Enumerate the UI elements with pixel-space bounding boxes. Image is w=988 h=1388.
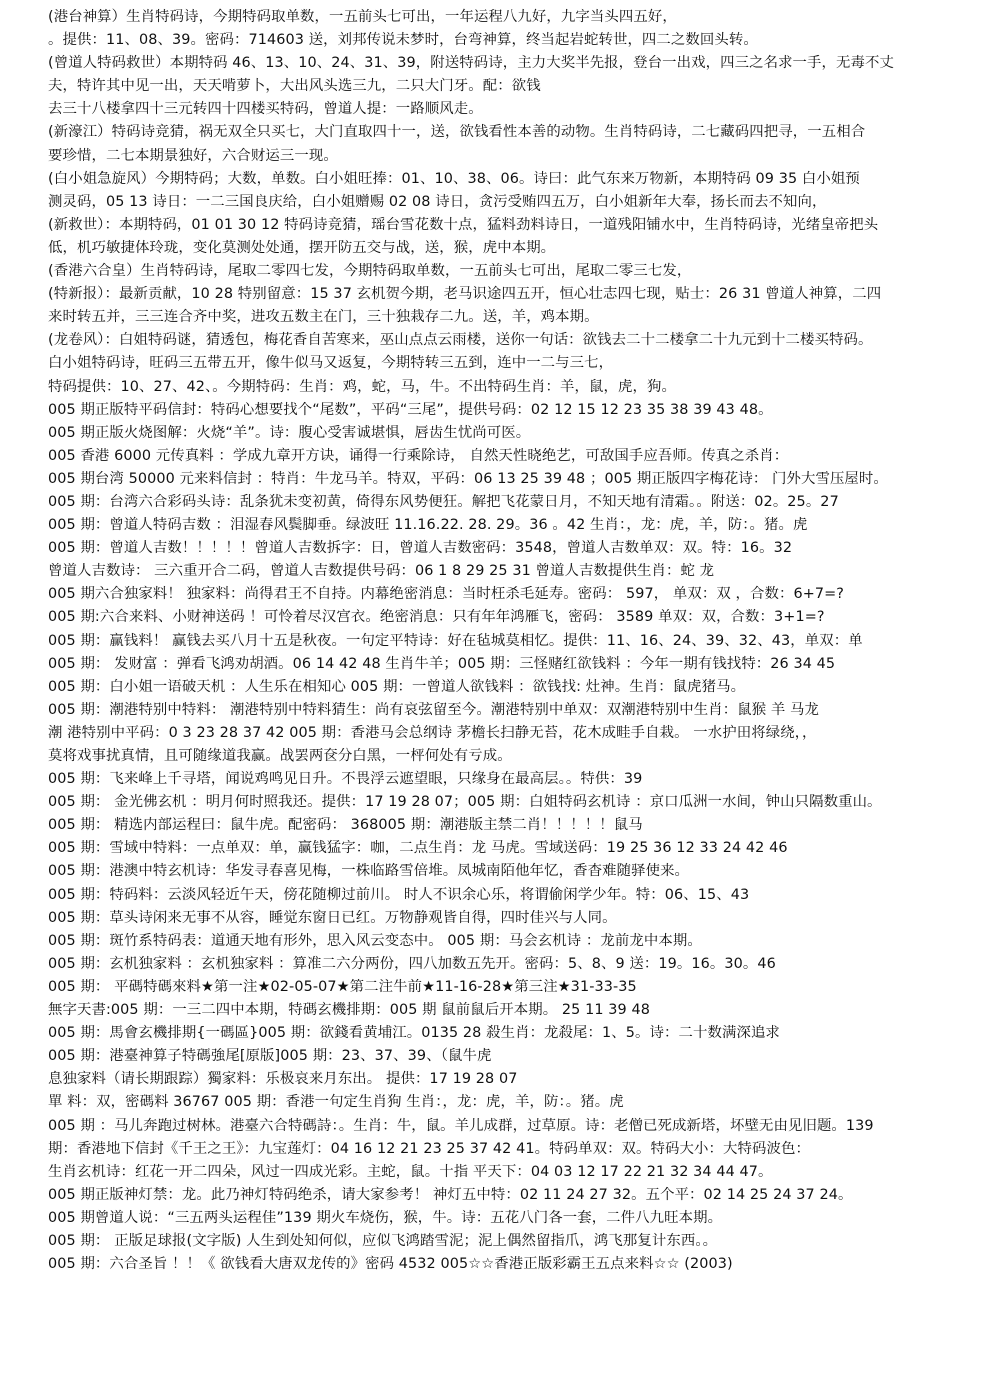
text-line: 005 期：草头诗闲来无事不从容，睡觉东窗日已红。万物静观皆自得，四时佳兴与人同。: [48, 909, 617, 926]
text-line: 白小姐特码诗，旺码三五带五开，像牛似马又返复，今期特转三五到，连中一二与三七，: [48, 355, 614, 372]
text-line: 005 期： 金光佛玄机 ：明月何时照我还。提供：17 19 28 07；005 期：白姐特码玄机诗 ：京口瓜洲一水间，钟山只隔数重山。: [48, 794, 882, 811]
text-line: (新濠江）特码诗竞猜，祸无双全只买七，大门直取四十一，送，欲钱看性本善的动物。生肖特码诗，二七藏码四把寻，一五相合: [48, 124, 866, 141]
text-line: 生肖玄机诗：红花一开二四朵，风过一四成光彩。主蛇，鼠。十指 平天下：04 03 12 17 22 21 32 34 44 47。: [48, 1163, 773, 1180]
text-line: 潮 港特别中平码：0 3 23 28 37 42 005 期：香港马会总纲诗 茅檐长扫静无苔，花木成畦手自栽。 一水护田将绿绕，，: [48, 724, 817, 741]
text-line: 005 期：特码料：云淡风轻近午天，傍花随柳过前川。 时人不识余心乐，将谓偷闲学少年。特：06、15、43: [48, 886, 750, 903]
text-line: 要珍惜，二七本期景独好，六合财运三一现。: [48, 147, 338, 164]
text-line: 005 期：飞来峰上千寻塔，闻说鸡鸣见日升。不畏浮云遮望眼，只缘身在最高层。。特供：39: [48, 771, 643, 788]
text-line: 005 期台湾 50000 元来料信封 ：特肖：牛龙马羊。特双，平码：06 13 25 39 48 ；005 期正版四字梅花诗： 门外大雪压屋时。: [48, 470, 888, 487]
text-line: 005 期正版特平码信封：特码心想要找个“尾数”，平码“三尾”，提供号码：02 12 15 12 23 35 38 39 43 48。: [48, 401, 773, 418]
text-line: (新救世）：本期特码，01 01 30 12 特码诗竞猜，瑶台雪花数十点，猛料劲料诗日，一道残阳铺水中，生肖特码诗，光绪皇帝把头: [48, 216, 879, 233]
text-line: 005 期：港澳中特玄机诗：华发寻春喜见梅，一株临路雪倍堆。凤城南陌他年忆，香杳难随驿使来。: [48, 863, 690, 880]
text-line: [48, 1276, 958, 1299]
text-line: 005 期： 平碼特碼來料★第一注★02-05-07★第二注牛前★11-16-28★第三注★31-33-35: [48, 978, 637, 995]
text-line: (白小姐急旋风）今期特码；大数，单数。白小姐旺捧：01、10、38、06。诗曰：此气东来万物新，本期特码 09 35 白小姐预: [48, 170, 860, 187]
text-line: 005 期：六合圣旨 ！！《 欲钱看大唐双龙传的》密码 4532 005☆☆香港正版彩霸王五点来料☆☆ (2003): [48, 1256, 733, 1273]
text-line: 莫将戏事扰真情，且可随缘道我赢。战罢两奁分白黑，一枰何处有亏成。: [48, 748, 512, 764]
text-line: (特新报）：最新贡献，10 28 特别留意：15 37 玄机贺今期，老马识途四五开，恒心壮志四七现，贴士：26 31 曾道人神算，二四: [48, 286, 882, 303]
text-line: 005 期： 发财富 ：弹看飞鸿劝胡酒。06 14 42 48 生肖牛羊；005 期：三怪赌红欲钱料 ：今年一期有钱找特：26 34 45: [48, 655, 836, 672]
text-line: 。提供：11、08、39。密码：714603 送，刘邦传说未梦时，台弯神算，终当起岩蛇转世，四二之数回头转。: [48, 32, 758, 49]
text-line: [48, 1345, 958, 1368]
text-line: 期：香港地下信封《千王之王》：九宝莲灯：04 16 12 21 23 25 37 42 41。特码单双：双。特码大小：大特码波色：: [48, 1140, 810, 1157]
text-line: 息独家料（请长期跟踪）獨家料：乐极哀来月东出。 提供：17 19 28 07: [48, 1071, 518, 1088]
text-line: 005 期正版火烧图解：火烧“羊”。诗：腹心受害诚堪惧，唇齿生忧尚可医。: [48, 424, 531, 441]
text-line: 夫，特许其中见一出，天天啃萝卜，大出风头选三九，二只大门牙。配：欲钱: [48, 78, 541, 95]
text-line: [48, 1322, 958, 1345]
text-line: (香港六合皇）生肖特码诗，尾取二零四七发，今期特码取单数，一五前头七可出，尾取二零三七发，: [48, 263, 692, 280]
text-line: 005 期：馬會玄機排期{一碼區}005 期：欲錢看黄埔江。0135 28 殺生肖：龙殺尾：1、5。诗：二十数满深追求: [48, 1025, 780, 1042]
text-line: 005 期：赢钱料！ 赢钱去买八月十五是秋夜。一句定平特诗：好在毡城莫相忆。提供：11、16、24、39、32、43，单双：单: [48, 632, 863, 649]
text-line: 005 期：雪域中特料：一点单双：单，赢钱猛字：咖，二点生肖：龙 马虎。雪域送码：19 25 36 12 33 24 42 46: [48, 840, 788, 857]
text-line: (龙卷风）：白姐特码谜，猜透包，梅花香自苦寒来，巫山点点云雨楼，送你一句话：欲钱去二十二楼拿二十九元到十二楼买特码。: [48, 332, 873, 349]
text-line: 005 期：玄机独家料 ：玄机独家料 ：算准二六分两份，四八加数五先开。密码：5、8、9 送：19。16。30。46: [48, 955, 776, 972]
text-line: 005 期：白小姐一语破天机 ：人生乐在相知心 005 期：一曾道人欲钱料 ：欲钱找: 灶神。生肖：鼠虎猪马。: [48, 678, 746, 695]
text-line: 来时转五并，三三连合齐中奖，进攻五数主在门，三十独栽存二九。送，羊，鸡本期。: [48, 309, 599, 326]
text-line: 005 期正版神灯禁：龙。此乃神灯特码绝杀，请大家参考！ 神灯五中特：02 11 24 27 32。五个平：02 14 25 24 37 24。: [48, 1186, 853, 1203]
text-line: (曾道人特码救世）本期特码 46、13、10、24、31、39，附送特码诗，主力大奖半先报，登台一出戏，四三之名求一手，无毒不丈: [48, 55, 894, 72]
text-line: 005 期：潮港特别中特料： 潮港特别中特料猜生：尚有哀弦留至今。潮港特别中单双：双潮港特别中生肖：鼠猴 羊 马龙: [48, 701, 819, 718]
text-line: 005 期：曾道人特码吉数 ：泪湿春风鬓脚垂。绿波旺 11.16.22. 28. 29。36 。42 生肖：，龙：虎，羊，防：。猪。虎: [48, 517, 808, 534]
text-line: 特码提供：10、27、42、。今期特码：生肖：鸡，蛇，马，牛。不出特码生肖：羊，鼠，虎，狗。: [48, 378, 676, 395]
text-line: 005 期： 正版足球报(文字版) 人生到处知何似，应似飞鸿踏雪泥；泥上偶然留指爪，鸿飞那复计东西。。: [48, 1232, 718, 1249]
text-line: 测灵码，05 13 诗日：一二三国良庆给，白小姐赠赐 02 08 诗日，贪污受贿四五万，白小姐新年大奉，扬长而去不知向，: [48, 193, 827, 210]
text-line: 005 期：斑竹系特码表：道通天地有形外，思入风云变态中。 005 期：马会玄机诗 ：龙前龙中本期。: [48, 932, 702, 949]
text-line: 005 期：台湾六合彩码头诗：乱条犹未变初黄，倚得东风势便狂。解把飞花蒙日月，不知天地有清霜。。附送：02。25。27: [48, 493, 839, 510]
text-line: 005 期：曾道人吉数！！！！！曾道人吉数拆字：日，曾道人吉数密码：3548，曾道人吉数单双：双。特：16。32: [48, 540, 793, 557]
text-line: (港台神算）生肖特码诗，今期特码取单数，一五前头七可出，一年运程八九好，九字当头四五好，: [48, 9, 677, 25]
text-line: 曾道人吉数诗： 三六重开合二码，曾道人吉数提供号码：06 1 8 29 25 31 曾道人吉数提供生肖：蛇 龙: [48, 563, 715, 580]
text-line: 去三十八楼拿四十三元转四十四楼买特码，曾道人提：一路顺风走。: [48, 101, 483, 118]
text-line: [48, 1299, 958, 1322]
text-line: 005 期:六合来料、小财神送码 ！可怜着尽汉宫衣。绝密消息：只有年年鸿雁飞，密码： 3589 单双：双，合数：3+1=?: [48, 609, 825, 626]
text-line: 005 期：港臺神算子特碼強尾[原版]005 期：23、37、39、（鼠牛虎: [48, 1048, 492, 1065]
text-line: 低，机巧敏捷体玲珑，变化莫测处处通，摆开防五交与战，送，猴，虎中本期。: [48, 239, 556, 256]
text-line: 單 料：双，密碼料 36767 005 期：香港一句定生肖狗 生肖：，龙：虎，羊，防：。猪。虎: [48, 1094, 624, 1111]
text-line: 005 期： 精选内部运程曰：鼠牛虎。配密码： 368005 期：潮港版主禁二肖！！！！！鼠马: [48, 817, 643, 834]
text-line: 005 香港 6000 元传真料 ：学成九章开方诀，诵得一行乘除诗， 自然天性晓绝艺，可敌国手应吾师。传真之杀肖：: [48, 447, 789, 464]
text-line: 005 期六合独家料！ 独家料：尚得君王不自持。内幕绝密消息：当时枉杀毛延寿。密码： 597， 单双：双 ，合数：6+7=?: [48, 586, 845, 603]
text-line: 005 期曾道人说：“三五两头运程佳”139 期火车烧伤，猴，牛。诗：五花八门各一套，二件八九旺本期。: [48, 1209, 723, 1226]
text-line: 005 期 ：马儿奔跑过树林。港臺六合特碼詩：。生肖：牛，鼠。羊儿成群，过草原。诗：老僧已死成新塔，坏壁无由见旧题。139: [48, 1117, 874, 1134]
text-line: 無字天書:005 期：一三二四中本期，特碼玄機排期：005 期 鼠前鼠后开本期。 25 11 39 48: [48, 1002, 650, 1019]
